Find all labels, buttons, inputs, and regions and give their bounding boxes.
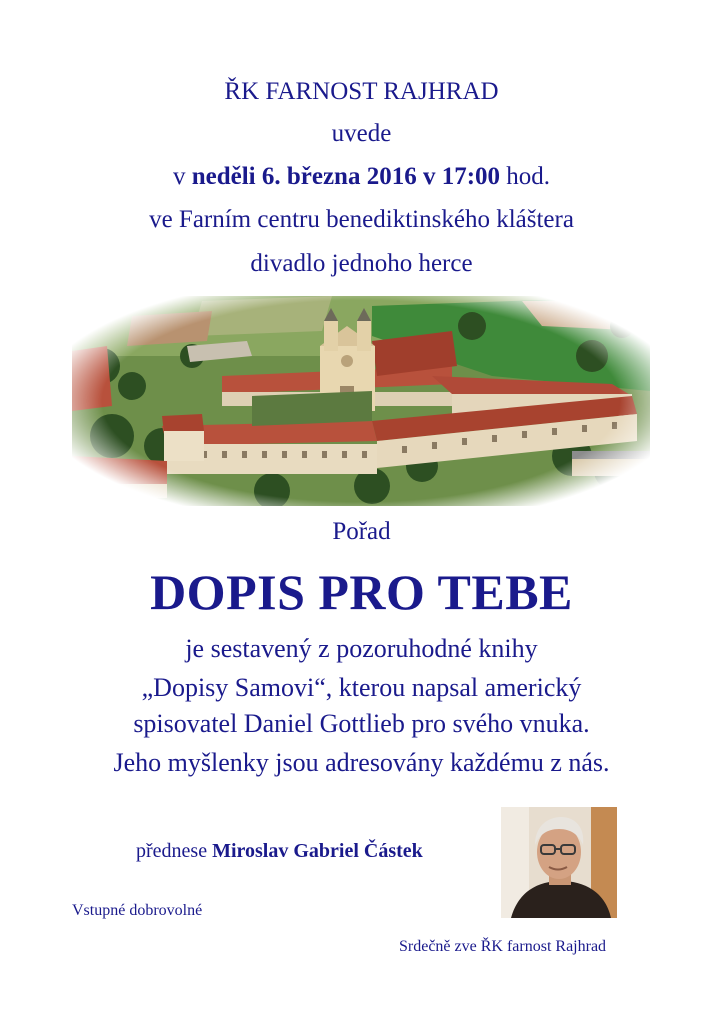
admission-note: Vstupné dobrovolné — [72, 902, 203, 919]
description-line: Jeho myšlenky jsou adresovány každému z nás. — [113, 748, 610, 777]
presenter-prefix: přednese — [136, 840, 213, 862]
description-line: je sestavený z pozoruhodné knihy — [185, 634, 538, 663]
monastery-aerial-photo — [72, 296, 650, 506]
description-line: „Dopisy Samovi“, kterou napsal americký — [141, 673, 582, 702]
date-time: neděli 6. března 2016 v 17:00 — [191, 163, 501, 190]
description-line: spisovatel Daniel Gottlieb pro svého vnuka. — [133, 709, 590, 738]
presents-word: uvede — [331, 120, 392, 147]
presenter-portrait — [501, 807, 617, 918]
event-venue: ve Farním centru benediktinského kláštera — [149, 206, 574, 233]
program-label: Pořad — [332, 518, 391, 545]
invitation-note: Srdečně zve ŘK farnost Rajhrad — [399, 938, 607, 955]
date-suffix: hod. — [500, 163, 551, 190]
event-genre: divadlo jednoho herce — [250, 250, 473, 277]
date-prefix: v — [172, 163, 192, 190]
presenter-line — [136, 840, 423, 863]
program-title: DOPIS PRO TEBE — [150, 564, 573, 620]
presenter-name: Miroslav Gabriel Částek — [212, 840, 423, 862]
event-date — [0, 163, 723, 191]
organizer-name: ŘK FARNOST RAJHRAD — [224, 78, 499, 105]
